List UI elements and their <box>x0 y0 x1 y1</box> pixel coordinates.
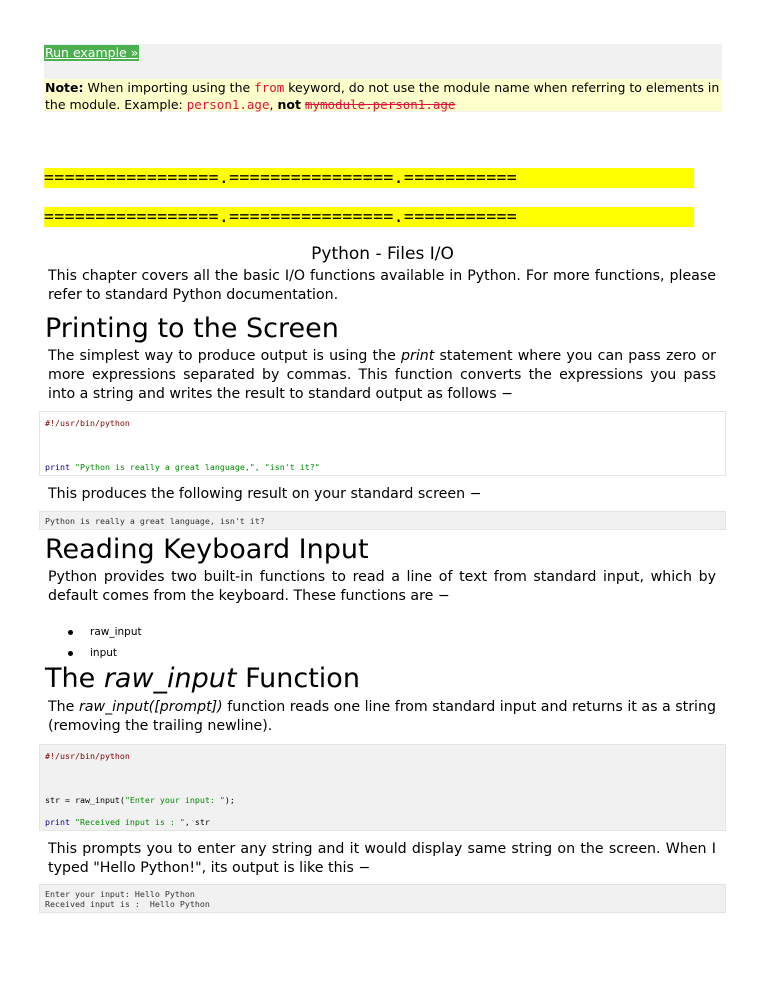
separator-line-2: =================.================.=========== <box>44 207 694 227</box>
raw-input-result-paragraph: This prompts you to enter any string and it would display same string on the screen. When I typed "Hello Python!", its output is like this − <box>48 841 716 876</box>
heading-raw-input-b: Function <box>236 663 360 694</box>
code-line2-b: ); <box>224 795 235 805</box>
note-text-2: keyword, do not use the module name when referring to elements in the module. Example: <box>45 80 720 112</box>
note-text-1: When importing using the <box>83 80 255 95</box>
page-title: Python - Files I/O <box>311 244 454 264</box>
code-line3-string: "Received input is : " <box>69 817 185 827</box>
heading-raw-input-em: raw_input <box>103 663 237 694</box>
code-line2-a: str = raw_input( <box>45 795 125 805</box>
code-line3-b: , str <box>184 817 210 827</box>
note-comma: , <box>269 96 278 112</box>
result-intro: This produces the following result on your standard screen − <box>48 486 482 502</box>
raw-input-paragraph <box>48 698 716 736</box>
printing-para-b: statement where you can pass zero or more expressions separated by commas. This function converts the expressions you pass into a string and writes the result to standard output as follows − <box>48 348 716 402</box>
list-item: raw_input <box>90 626 142 638</box>
heading-printing: Printing to the Screen <box>45 313 339 344</box>
output-block-print <box>39 511 726 530</box>
good-example-code: person1.age <box>186 96 270 112</box>
reading-paragraph: Python provides two built-in functions to read a line of text from standard input, which by default comes from the keyboard. These functions are − <box>48 569 716 604</box>
bullet-dot <box>68 651 73 656</box>
code-print-line <box>45 462 320 473</box>
run-example-button[interactable]: Run example » <box>45 45 139 60</box>
code-shebang: #!/usr/bin/python <box>45 418 130 428</box>
raw-input-para-a: The <box>48 699 79 715</box>
list-item: input <box>90 647 118 659</box>
heading-raw-input <box>45 663 360 695</box>
printing-paragraph <box>48 347 716 404</box>
note-label: Note: <box>45 80 84 95</box>
separator-line-1: =================.================.=========== <box>44 168 694 188</box>
output-line: Python is really a great language, isn't it? <box>45 516 265 526</box>
code-line2-string: "Enter your input: " <box>124 795 225 805</box>
output-block-raw-input <box>39 884 726 913</box>
code-print-string: "Python is really a great language,", "isn't it?" <box>69 462 320 472</box>
raw-input-para-b: function reads one line from standard input and returns it as a string (removing the trailing newline). <box>48 699 716 734</box>
code-block-raw-input <box>39 744 726 831</box>
printing-para-a: The simplest way to produce output is using the <box>48 348 401 364</box>
note-box <box>44 79 722 111</box>
raw-input-para-em: raw_input([prompt]) <box>78 699 223 715</box>
note-not: not <box>277 96 301 112</box>
code-raw-input-line <box>45 795 235 806</box>
code-block-print <box>39 411 726 476</box>
printing-para-em: print <box>401 348 435 364</box>
output-line: Enter your input: Hello Python <box>45 889 195 899</box>
output-line: Received input is : Hello Python <box>45 899 210 909</box>
intro-paragraph: This chapter covers all the basic I/O functions available in Python. For more functions, please refer to standard Python documentation. <box>48 268 716 303</box>
code-shebang: #!/usr/bin/python <box>45 751 130 761</box>
bad-example-code: mymodule.person1.age <box>304 96 456 112</box>
example-box <box>44 44 722 112</box>
heading-reading: Reading Keyboard Input <box>45 534 369 565</box>
code-print-line <box>45 817 210 828</box>
code-print-keyword: print <box>45 462 70 472</box>
heading-raw-input-a: The <box>45 663 104 694</box>
from-keyword: from <box>254 80 285 95</box>
bullet-dot <box>68 630 73 635</box>
code-line3-keyword: print <box>45 817 70 827</box>
